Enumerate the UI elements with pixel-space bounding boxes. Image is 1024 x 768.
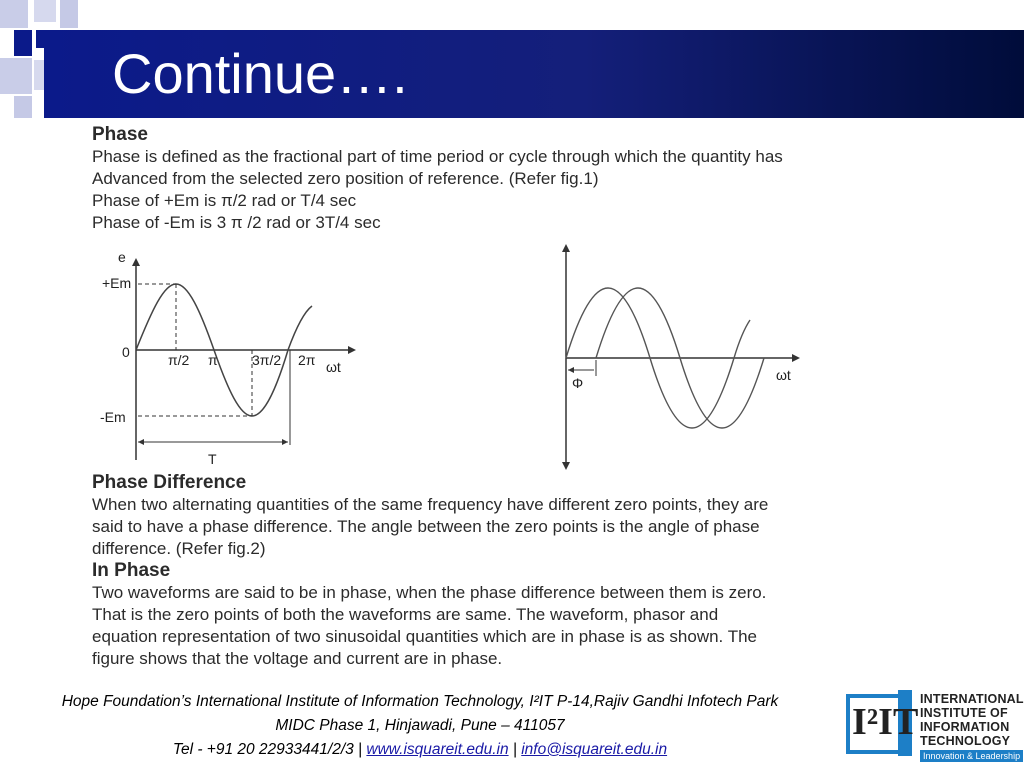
phase-section <box>92 124 952 234</box>
phase-text-line: Phase is defined as the fractional part of time period or cycle through which the quantity has <box>92 147 783 166</box>
x-axis-label: ωt <box>326 359 341 375</box>
ip-text-line: equation representation of two sinusoidal quantities which are in phase is as shown. The <box>92 627 757 646</box>
in-phase-heading: In Phase <box>92 560 171 581</box>
tick-label: π/2 <box>168 352 190 368</box>
decor-square <box>60 0 78 28</box>
phi-arrow-left <box>568 367 574 373</box>
period-arrow-right <box>282 439 288 445</box>
period-arrow-left <box>138 439 144 445</box>
decor-square <box>14 96 32 118</box>
ip-text-line: That is the zero points of both the waveforms are same. The waveform, phasor and <box>92 605 719 624</box>
footer-address-line: Hope Foundation’s International Institute of Information Technology, I²IT P-14,Rajiv Gandhi Infotech Park <box>61 693 779 710</box>
footer <box>0 690 840 762</box>
decor-square <box>14 30 32 56</box>
period-label: T <box>208 451 217 467</box>
y-axis-arrow <box>132 258 140 266</box>
logo-text-line: INTERNATIONAL <box>920 692 1024 706</box>
phi-label: Φ <box>572 375 584 391</box>
decor-square <box>0 58 32 94</box>
ip-text-line: Two waveforms are said to be in phase, when the phase difference between them is zero. <box>92 583 767 602</box>
logo-text-line: INFORMATION <box>920 720 1010 734</box>
ip-text-line: figure shows that the voltage and current are in phase. <box>92 649 503 668</box>
i2it-logo <box>838 690 1024 768</box>
footer-separator: | <box>508 741 522 758</box>
zero-label: 0 <box>122 344 130 360</box>
phase-difference-section <box>92 472 952 670</box>
email-link[interactable]: info@isquareit.edu.in <box>521 741 668 758</box>
footer-contact-line <box>0 738 840 762</box>
pd-text-line: When two alternating quantities of the same frequency have different zero points, they are <box>92 495 769 514</box>
logo-mark-text: I²IT <box>852 701 919 743</box>
phase-text-line: Phase of +Em is π/2 rad or T/4 sec <box>92 191 357 210</box>
phase-text-line: Phase of -Em is 3 π /2 rad or 3T/4 sec <box>92 213 381 232</box>
tick-label: 3π/2 <box>252 352 282 368</box>
phase-heading: Phase <box>92 124 148 145</box>
y-axis-arrow-down <box>562 462 570 470</box>
y-axis-label: e <box>118 250 126 265</box>
footer-address-line: MIDC Phase 1, Hinjawadi, Pune – 411057 <box>275 717 565 734</box>
decor-square <box>34 0 56 22</box>
decor-square <box>0 0 28 28</box>
tick-label: 2π <box>298 352 316 368</box>
phase-text-line: Advanced from the selected zero position of reference. (Refer fig.1) <box>92 169 599 188</box>
figure-1-sine-wave <box>90 250 370 470</box>
tick-label: π <box>208 352 218 368</box>
pos-peak-label: +Em <box>102 275 132 291</box>
logo-tagline: Innovation & Leadership <box>920 750 1023 762</box>
pd-text-line: said to have a phase difference. The angle between the zero points is the angle of phase <box>92 517 760 536</box>
neg-peak-label: -Em <box>100 409 126 425</box>
logo-text-line: TECHNOLOGY <box>920 734 1011 748</box>
website-link[interactable]: www.isquareit.edu.in <box>366 741 509 758</box>
logo-text-line: INSTITUTE OF <box>920 706 1008 720</box>
x-axis-arrow <box>792 354 800 362</box>
slide-title: Continue…. <box>112 42 408 105</box>
figure-2-phase-difference <box>550 240 810 472</box>
x-axis-label: ωt <box>776 367 791 383</box>
phase-difference-heading: Phase Difference <box>92 472 247 493</box>
y-axis-arrow <box>562 244 570 252</box>
footer-phone: Tel - +91 20 22933441/2/3 | <box>172 741 367 758</box>
pd-text-line: difference. (Refer fig.2) <box>92 539 266 558</box>
x-axis-arrow <box>348 346 356 354</box>
